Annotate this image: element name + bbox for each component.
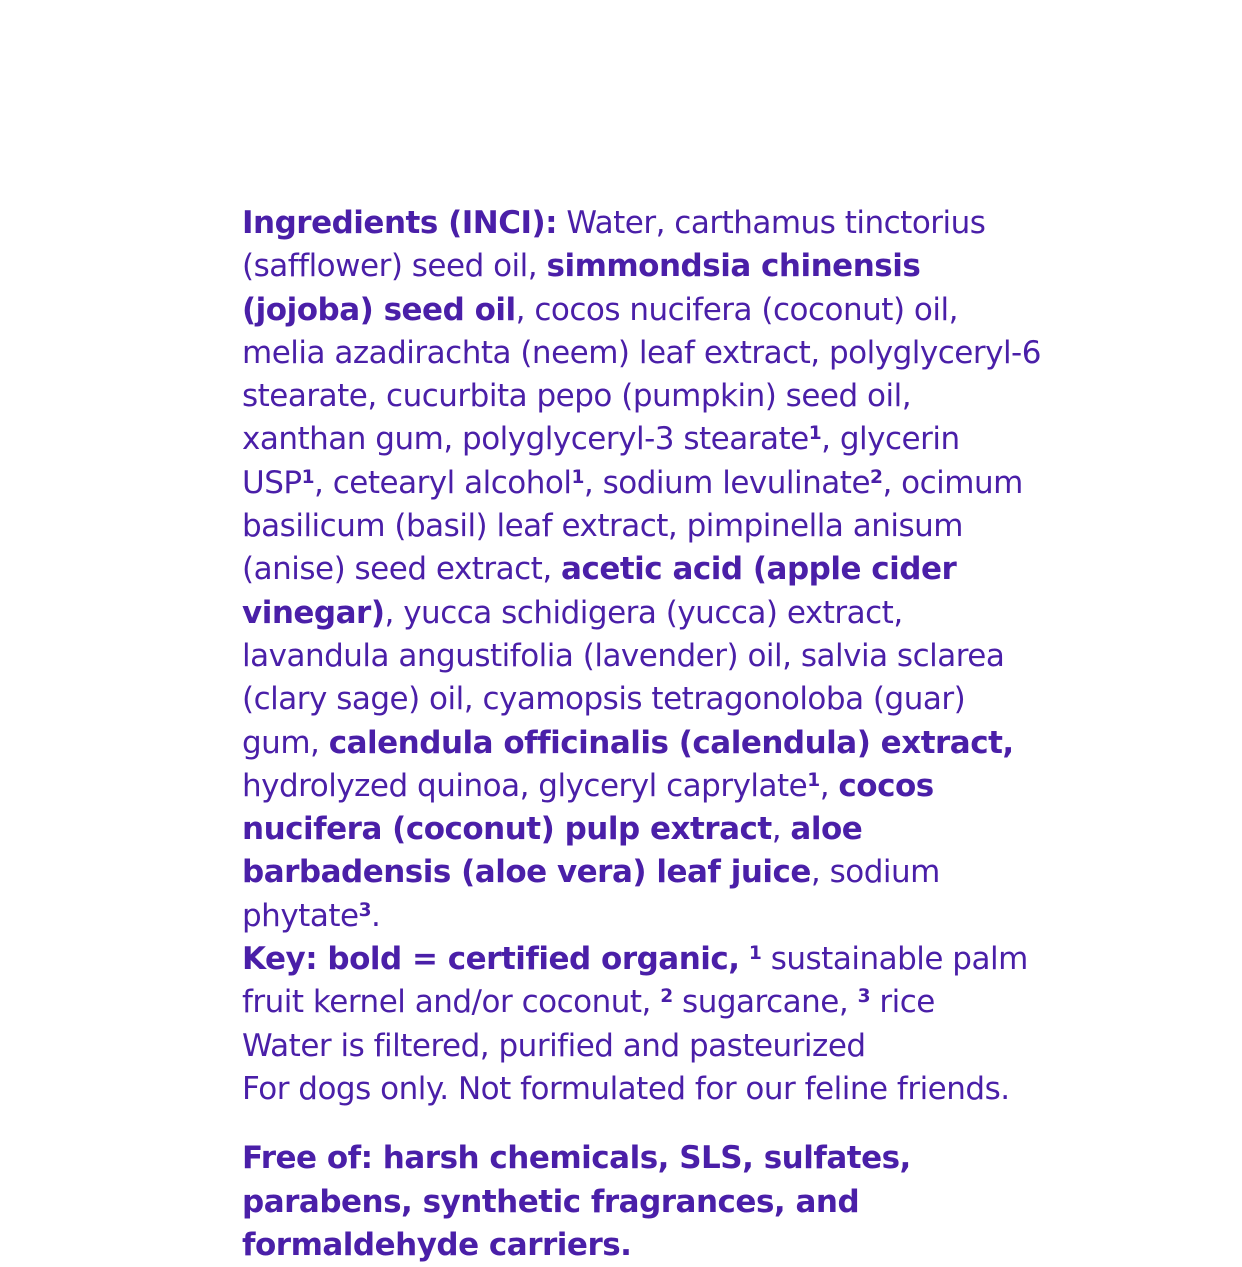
- ingredients-block: [242, 202, 1042, 1111]
- text-run: sugarcane,: [672, 984, 858, 1021]
- text-run: , sodium levulinate: [583, 464, 871, 501]
- ingredients-list: [242, 205, 1041, 934]
- bold-ingredient: cocos nucifera (coconut) pulp extract: [242, 767, 934, 848]
- text-run: ,: [771, 811, 791, 848]
- text-run: , glycerin USP: [242, 421, 960, 501]
- footnote-marker: 2: [870, 466, 883, 488]
- footnote-marker: 1: [571, 466, 584, 488]
- footnote-marker: 3: [358, 899, 372, 921]
- text-run: , sodium phytate: [242, 854, 940, 934]
- water-note: Water is filtered, purified and pasteurized: [242, 1027, 866, 1064]
- key-label: Key: bold = certified organic,: [242, 941, 740, 978]
- text-run: Water, carthamus tinctorius (safflower) seed oil,: [242, 205, 986, 285]
- bold-ingredient: calendula officinalis (calendula) extract,: [328, 724, 1014, 761]
- text-run: , cetearyl alcohol: [314, 464, 572, 501]
- text-run: , ocimum basilicum (basil) leaf extract, pimpinella anisum (anise) seed extract,: [242, 464, 1023, 588]
- text-run: , yucca schidigera (yucca) extract, lavandula angustifolia (lavender) oil, salvia sclarea (clary sage) oil, cyamopsis tetragonoloba (guar) gum,: [242, 594, 1005, 761]
- text-run: rice: [870, 984, 935, 1021]
- footnote-marker: 1: [807, 769, 820, 791]
- footnote-marker: 3: [857, 986, 871, 1008]
- footnote-marker: 2: [660, 986, 673, 1008]
- ingredients-paragraph: [242, 202, 1042, 938]
- free-of-statement: Free of: harsh chemicals, SLS, sulfates, parabens, synthetic fragrances, and formaldehyde carriers.: [242, 1140, 911, 1263]
- ingredients-label: Ingredients (INCI):: [242, 205, 558, 241]
- ingredients-panel: [242, 202, 1042, 1267]
- text-run: .: [371, 897, 381, 934]
- text-run: , cocos nucifera (coconut) oil, melia azadirachta (neem) leaf extract, polyglyceryl-6 stearate, cucurbita pepo (pumpkin) seed oil, xanthan gum, polyglyceryl-3 stearate: [242, 291, 1041, 458]
- text-run: ,: [819, 767, 839, 804]
- dogs-only-note: For dogs only. Not formulated for our feline friends.: [242, 1070, 1010, 1107]
- text-run: hydrolyzed quinoa, glyceryl caprylate: [242, 767, 808, 804]
- key-paragraph: [242, 938, 1042, 1025]
- footnote-marker: 1: [301, 466, 315, 488]
- bold-ingredient: acetic acid (apple cider vinegar): [242, 551, 957, 631]
- bold-ingredient: aloe barbadensis (aloe vera) leaf juice: [242, 811, 863, 891]
- footnote-marker: 1: [748, 942, 762, 964]
- text-run: [740, 941, 749, 977]
- footnote-marker: 1: [808, 423, 822, 445]
- text-run: sustainable palm fruit kernel and/or coconut,: [242, 941, 1028, 1021]
- bold-ingredient: simmondsia chinensis (jojoba) seed oil: [242, 248, 921, 328]
